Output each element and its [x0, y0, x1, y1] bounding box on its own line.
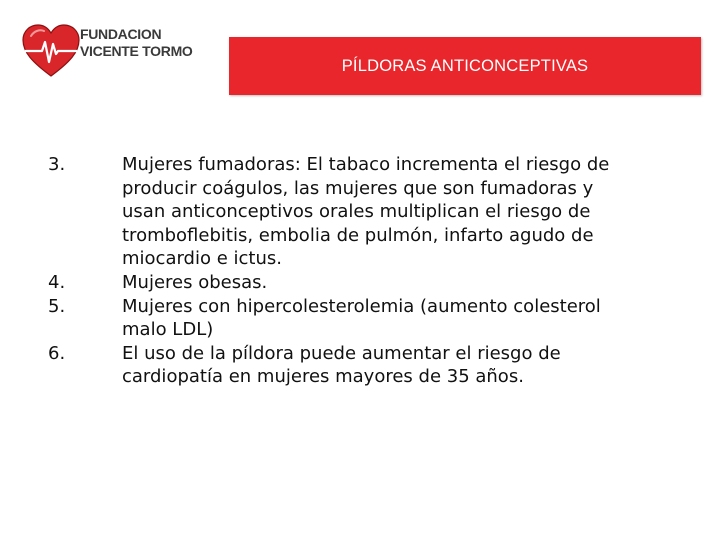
list-text [122, 295, 668, 342]
risk-list [48, 153, 668, 389]
text-line: Mujeres obesas. [122, 271, 268, 293]
heart-ecg-icon [22, 24, 80, 78]
list-item [48, 271, 668, 295]
text-line: miocardio e ictus. [122, 248, 282, 270]
list-number: 3. [48, 154, 66, 175]
logo-text [80, 26, 193, 60]
list-number: 4. [48, 271, 66, 293]
text-line: malo LDL) [122, 319, 214, 341]
text-line: Mujeres fumadoras: El tabaco incrementa el riesgo de [122, 154, 610, 175]
text-line: usan anticonceptivos orales multiplican el riesgo de [122, 201, 591, 223]
title-banner [229, 37, 701, 95]
fundacion-logo [22, 22, 192, 82]
list-item [48, 342, 668, 389]
text-line: producir coágulos, las mujeres que son fumadoras y [122, 177, 594, 199]
list-text [122, 342, 668, 389]
logo-line2: VICENTE TORMO [80, 43, 193, 59]
list-item [48, 295, 668, 342]
list-number: 5. [48, 295, 66, 317]
page-title: PÍLDORAS ANTICONCEPTIVAS [341, 56, 589, 75]
text-line: tromboflebitis, embolia de pulmón, infarto agudo de [122, 224, 594, 246]
logo-line1: FUNDACION [80, 26, 162, 42]
list-item [48, 153, 668, 271]
list-number: 6. [48, 342, 66, 364]
text-line: Mujeres con hipercolesterolemia (aumento colesterol [122, 295, 601, 317]
text-line: El uso de la píldora puede aumentar el riesgo de [122, 342, 561, 364]
text-line: cardiopatía en mujeres mayores de 35 años. [122, 366, 524, 388]
list-text [122, 271, 668, 295]
list-text [122, 153, 668, 271]
